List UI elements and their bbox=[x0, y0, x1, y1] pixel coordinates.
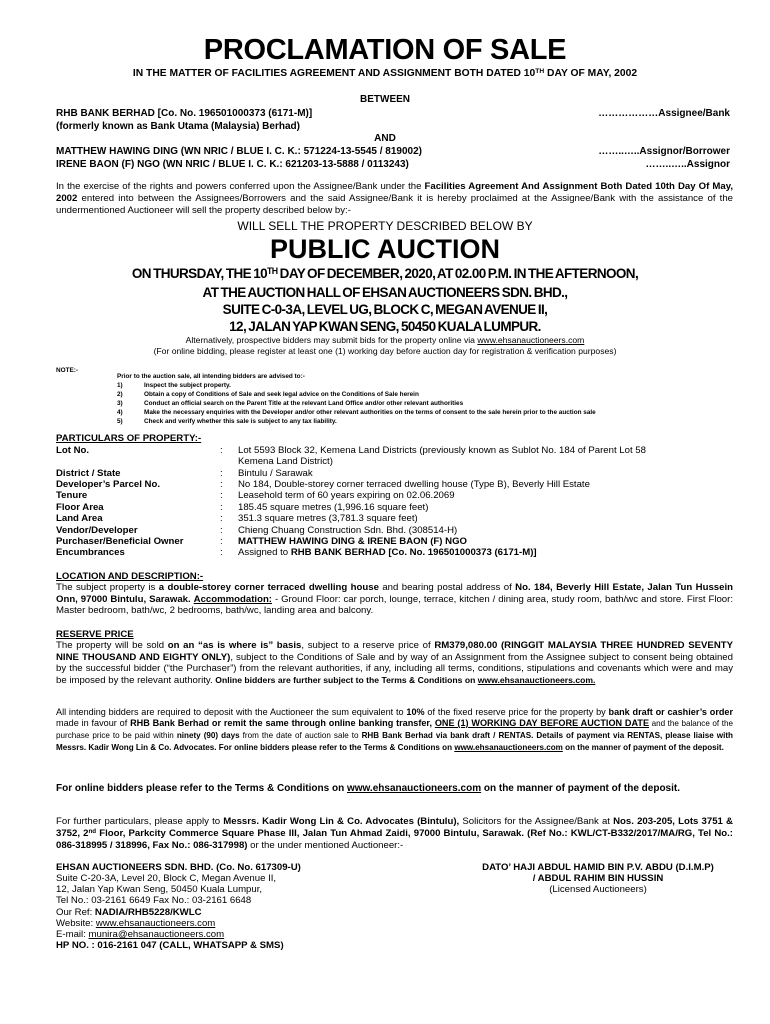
online-bids-line: Alternatively, prospective bidders may submit bids for the property online via www.ehsanauctioneers.com bbox=[185, 335, 585, 345]
assignor-role: ……..…..Assignor bbox=[645, 159, 730, 170]
auction-venue-line-3: 12, JALAN YAP KWAN SENG, 50450 KUALA LUMPUR. bbox=[229, 319, 541, 334]
online-link[interactable]: www.ehsanauctioneers.com bbox=[477, 335, 585, 345]
deposit-terms-link[interactable]: www.ehsanauctioneers.com bbox=[454, 742, 563, 752]
page-title: PROCLAMATION OF SALE bbox=[203, 34, 567, 66]
intro-paragraph: In the exercise of the rights and powers conferred upon the Assignee/Bank under the Facilities Agreement And Assignment Both Dated 10th Day Of May, 2002 entered into between the Assignees/Borrowers and the said Assignee/Bank it is hereby proclaimed at the Assignee/Bank with the assistance of the undermentioned Auctioneer will sell the property described below by:- bbox=[56, 181, 733, 216]
deposit-paragraph: All intending bidders are required to deposit with the Auctioneer the sum equivalent to 10% of the fixed reserve price for the property by bank draft or cashier’s order made in favour of RHB Bank Berhad or remit the same through online banking transfer, ONE (1) WORKING DAY BEFORE AUCTION DATE and the balance of the purchase price to be paid within ninety (90) days from the date of auction sale to RHB Bank Berhad via bank draft / RENTAS. Details of payment via RENTAS, please liaise with Messrs. Kadir Wong Lin & Co. Advocates. For online bidders please refer to the Terms & Conditions on www.ehsanauctioneers.com on the manner of payment of the deposit. bbox=[56, 707, 734, 752]
particulars-row-developer: Vendor/Developer : Chieng Chuang Construction Sdn. Bhd. (308514-H) bbox=[56, 525, 458, 536]
particulars-heading: PARTICULARS OF PROPERTY:- bbox=[56, 433, 202, 444]
note-item: 1) Inspect the subject property. bbox=[117, 382, 231, 390]
online-terms-paragraph: For online bidders please refer to the Terms & Conditions on www.ehsanauctioneers.com on the manner of payment of the deposit. bbox=[56, 783, 680, 794]
auctioneer-ref: Our Ref: NADIA/RHB5228/KWLC bbox=[56, 907, 202, 918]
reserve-terms-link[interactable]: www.ehsanauctioneers.com. bbox=[477, 674, 596, 685]
auctioneer-hp: HP NO. : 016-2161 047 (CALL, WHATSAPP & SMS) bbox=[56, 940, 284, 951]
auction-date: ON THURSDAY, THE 10TH DAY OF DECEMBER, 2020, AT 02.00 P.M. IN THE AFTERNOON, bbox=[131, 266, 639, 281]
particulars-row-encumbrances: Encumbrances : Assigned to RHB BANK BERHAD [Co. No. 196501000373 (6171-M)] bbox=[56, 547, 537, 558]
website-link[interactable]: www.ehsanauctioneers.com bbox=[95, 918, 216, 929]
note-item: 3) Conduct an official search on the Parent Title at the relevant Land Office and/or other relevant authorities bbox=[117, 400, 464, 408]
particulars-row-parcel: Developer’s Parcel No. : No 184, Double-storey corner terraced dwelling house (Type B), Beverly Hill Estate bbox=[56, 479, 590, 490]
note-label: NOTE:- bbox=[56, 367, 79, 374]
reserve-heading: RESERVE PRICE bbox=[56, 629, 134, 640]
auctioneer-address-1: Suite C-20-3A, Level 20, Block C, Megan Avenue II, bbox=[56, 873, 277, 884]
between-label: BETWEEN bbox=[360, 94, 410, 105]
further-particulars-paragraph: For further particulars, please apply to Messrs. Kadir Wong Lin & Co. Advocates (Bintulu), Solicitors for the Assignee/Bank at Nos. 203-205, Lots 3751 & 3752, 2nd Floor, Parkcity Commerce Square Phase III, Jalan Tun Ahmad Zaidi, 97000 Bintulu, Sarawak. (Ref No.: KWL/CT-B332/2017/MA/RG, Tel No.: 086-318995 / 318996, Fax No.: 086-317998) or the under mentioned Auctioneer:- bbox=[56, 816, 733, 851]
will-sell-line: WILL SELL THE PROPERTY DESCRIBED BELOW BY bbox=[237, 219, 533, 233]
location-paragraph: The subject property is a double-storey corner terraced dwelling house and bearing postal address of No. 184, Beverly Hill Estate, Jalan Tun Hussein Onn, 97000 Bintulu, Sarawak. Accommodation: - Ground Floor: car porch, lounge, terrace, kitchen / dining area, study room, bath/wc and store. First Floor: Master bedroom, bath/wc, 2 bedrooms, bath/wc, landing area and balcony. bbox=[56, 582, 733, 616]
email-link[interactable]: munira@ehsanauctioneers.com bbox=[88, 929, 225, 940]
auctioneer-tel: Tel No.: 03-2161 6649 Fax No.: 03-2161 6648 bbox=[56, 895, 252, 906]
assignee-former-name: (formerly known as Bank Utama (Malaysia) Berhad) bbox=[56, 121, 300, 132]
and-label: AND bbox=[374, 133, 396, 144]
note-heading: Prior to the auction sale, all intending bidders are advised to:- bbox=[117, 373, 305, 381]
location-heading: LOCATION AND DESCRIPTION:- bbox=[56, 571, 204, 582]
auctioneer-address-2: 12, Jalan Yap Kwan Seng, 50450 Kuala Lumpur, bbox=[56, 884, 263, 895]
licensed-auctioneer-1: DATO’ HAJI ABDUL HAMID BIN P.V. ABDU (D.I.M.P) bbox=[482, 862, 714, 873]
auctioneer-website: Website: www.ehsanauctioneers.com bbox=[56, 918, 216, 929]
auction-venue-line-2: SUITE C-0-3A, LEVEL UG, BLOCK C, MEGAN AVENUE II, bbox=[222, 302, 548, 317]
licensed-auctioneers-label: (Licensed Auctioneers) bbox=[549, 884, 647, 895]
note-item: 5) Check and verify whether this sale is subject to any tax liability. bbox=[117, 418, 337, 426]
particulars-row-floor-area: Floor Area : 185.45 square metres (1,996.16 square feet) bbox=[56, 502, 429, 513]
assignee-name: RHB BANK BERHAD [Co. No. 196501000373 (6171-M)] bbox=[56, 108, 313, 119]
particulars-row-lot: Lot No. : Lot 5593 Block 32, Kemena Land Districts (previously known as Sublot No. 184 of Parent Lot 58 bbox=[56, 445, 646, 456]
note-item: 2) Obtain a copy of Conditions of Sale and seek legal advice on the Conditions of Sale herein bbox=[117, 391, 419, 399]
note-item: 4) Make the necessary enquiries with the Developer and/or other relevant authorities on the terms of consent to the sale herein prior to the auction sale bbox=[117, 409, 596, 417]
particulars-row-district: District / State : Bintulu / Sarawak bbox=[56, 468, 313, 479]
online-terms-link[interactable]: www.ehsanauctioneers.com bbox=[346, 783, 482, 794]
public-auction-heading: PUBLIC AUCTION bbox=[270, 234, 500, 264]
licensed-auctioneer-2: / ABDUL RAHIM BIN HUSSIN bbox=[532, 873, 664, 884]
online-registration-note: (For online bidding, please register at least one (1) working day before auction day for registration & verification purposes) bbox=[153, 346, 617, 356]
particulars-row-land-area: Land Area : 351.3 square metres (3,781.3 square feet) bbox=[56, 513, 418, 524]
auctioneer-email: E-mail: munira@ehsanauctioneers.com bbox=[56, 929, 225, 940]
particulars-row-purchaser: Purchaser/Beneficial Owner : MATTHEW HAWING DING & IRENE BAON (F) NGO bbox=[56, 536, 467, 547]
assignor-borrower-name: MATTHEW HAWING DING (WN NRIC / BLUE I. C. K.: 571224-13-5545 / 819002) bbox=[56, 146, 423, 157]
assignor-borrower-role: ……..…..Assignor/Borrower bbox=[598, 146, 730, 157]
particulars-row-tenure: Tenure : Leasehold term of 60 years expiring on 02.06.2069 bbox=[56, 490, 455, 501]
auction-venue-line-1: AT THE AUCTION HALL OF EHSAN AUCTIONEERS SDN. BHD., bbox=[202, 285, 568, 300]
auctioneer-name: EHSAN AUCTIONEERS SDN. BHD. (Co. No. 617309-U) bbox=[56, 862, 301, 873]
reserve-paragraph: The property will be sold on an “as is where is” basis, subject to a reserve price of RM379,080.00 (RINGGIT MALAYSIA THREE HUNDRED SEVENTY NINE THOUSAND AND EIGHTY ONLY), subject to the Conditions of Sale and by way of an Assignment from the Assignee subject to consent being obtained by the successful bidder (“the Purchaser”) from the relevant authorities, if any, including all terms, conditions, stipulations and covenants which were and may be imposed by the relevant authority. Online bidders are further subject to the Terms & Conditions on www.ehsanauctioneers.com. bbox=[56, 640, 734, 686]
particulars-row-lot-cont: Kemena Land District) bbox=[238, 456, 333, 467]
assignee-role: ………………Assignee/Bank bbox=[598, 108, 730, 119]
matter-line: IN THE MATTER OF FACILITIES AGREEMENT AND ASSIGNMENT BOTH DATED 10TH DAY OF MAY, 2002 bbox=[132, 68, 638, 79]
assignor-name: IRENE BAON (F) NGO (WN NRIC / BLUE I. C. K.: 621203-13-5888 / 0113243) bbox=[56, 159, 409, 170]
